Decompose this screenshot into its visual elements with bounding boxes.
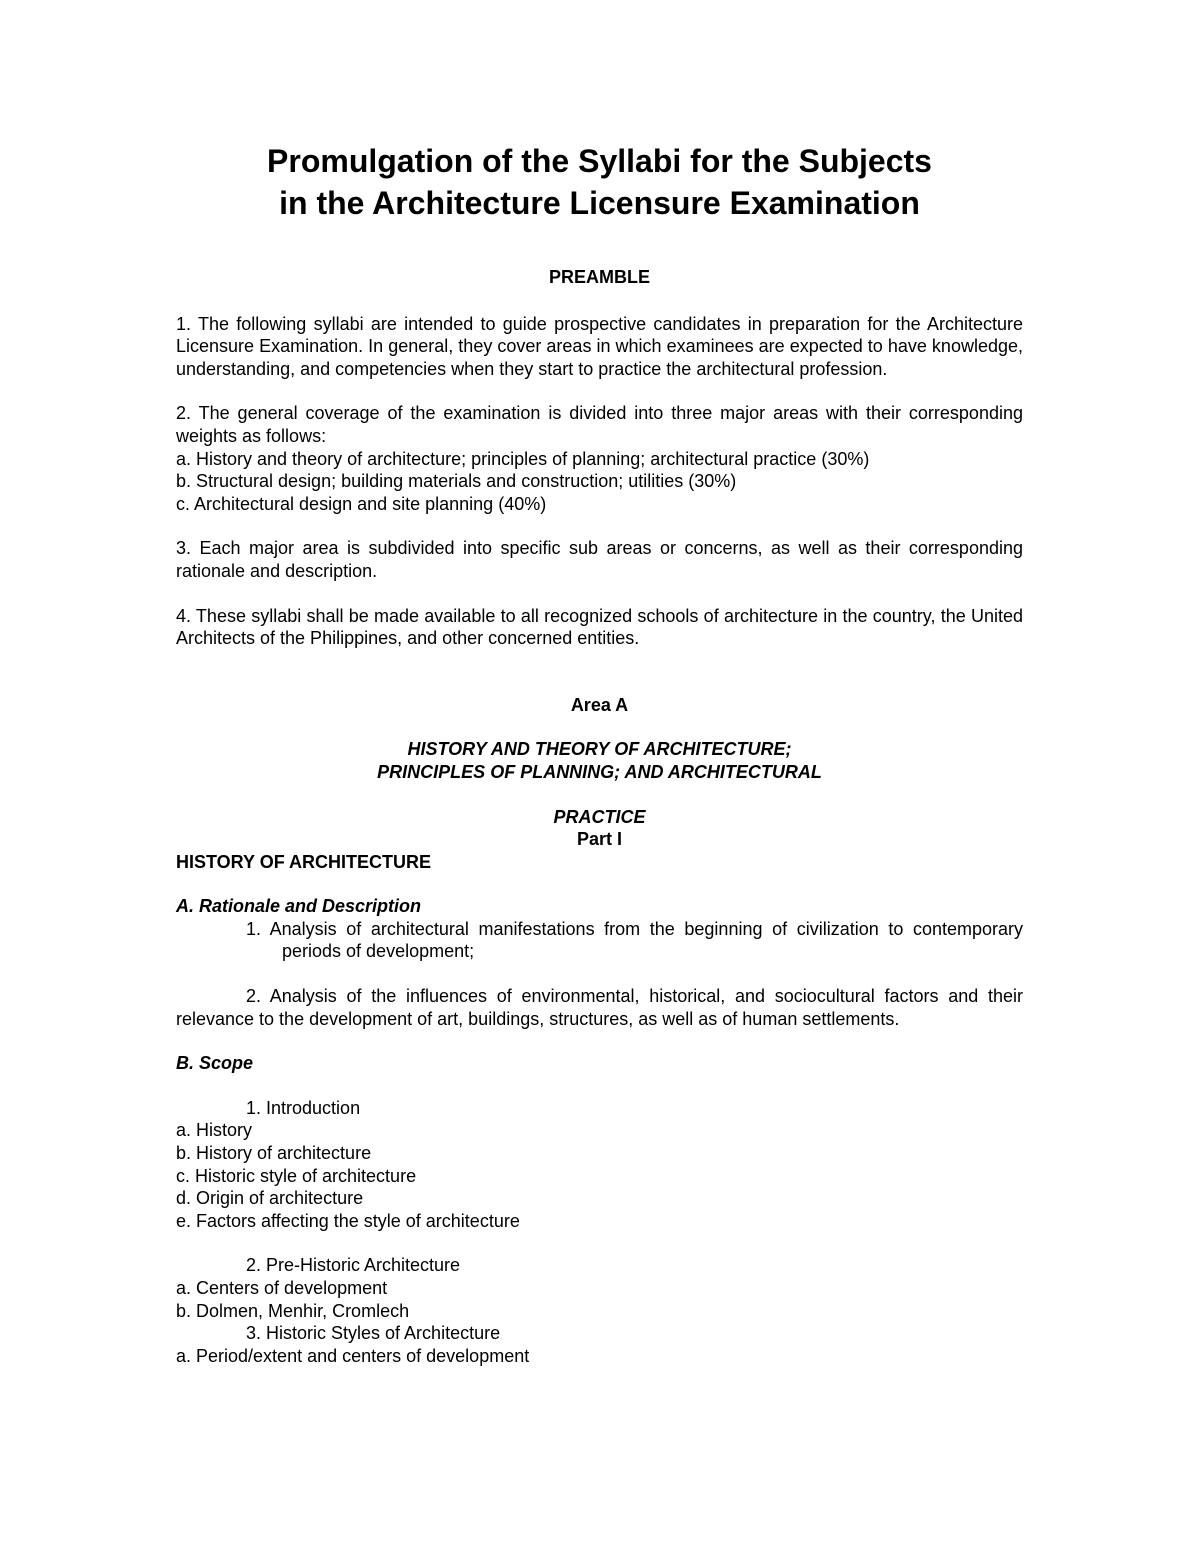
- scope-item: b. History of architecture: [176, 1143, 372, 1164]
- scope-group-prehistoric: [176, 1254, 1023, 1322]
- area-subtitle-line-3: PRACTICE: [553, 806, 646, 827]
- area-subtitle-line-2: PRINCIPLES OF PLANNING; AND ARCHITECTURAL: [377, 761, 822, 782]
- scope-group-label: 3. Historic Styles of Architecture: [246, 1323, 501, 1344]
- scope-item: d. Origin of architecture: [176, 1188, 364, 1209]
- part-label: Part I: [576, 829, 623, 850]
- preamble-paragraph-1: 1. The following syllabi are intended to guide prospective candidates in preparation for the Architecture Licensure Examination. In general, they cover areas in which examinees are expected to have knowledge, understanding, and competencies when they start to practice the architectural profession.: [176, 313, 1023, 379]
- scope-sublist: [176, 1345, 1023, 1368]
- document-title: [176, 140, 1023, 224]
- scope-group-introduction: [176, 1097, 1023, 1233]
- title-line-1: Promulgation of the Syllabi for the Subjects: [267, 143, 932, 179]
- area-heading: Area A: [570, 694, 629, 715]
- scope-group-label: 1. Introduction: [246, 1097, 361, 1118]
- scope-heading: B. Scope: [176, 1053, 254, 1074]
- scope-item: e. Factors affecting the style of architecture: [176, 1210, 520, 1231]
- scope-item: a. Centers of development: [176, 1278, 388, 1298]
- document-content: [176, 140, 1023, 1367]
- scope-sublist: [176, 1119, 1023, 1232]
- scope-item: b. Dolmen, Menhir, Cromlech: [176, 1300, 410, 1321]
- rationale-item-1: 1. Analysis of architectural manifestations from the beginning of civilization to contemporary periods of development;: [246, 918, 1023, 962]
- scope-item: c. Historic style of architecture: [176, 1165, 417, 1186]
- scope-group-historic-styles: [176, 1322, 1023, 1367]
- preamble-paragraph-4: 4. These syllabi shall be made available to all recognized schools of architecture in the country, the United Architects of the Philippines, and other concerned entities.: [176, 605, 1023, 649]
- section-title: HISTORY OF ARCHITECTURE: [176, 851, 432, 872]
- scope-item: a. Period/extent and centers of development: [176, 1345, 530, 1366]
- weights-item: a. History and theory of architecture; principles of planning; architectural practice (30%): [176, 448, 870, 469]
- scope-item: a. History: [176, 1120, 253, 1141]
- preamble-paragraph-3: 3. Each major area is subdivided into specific sub areas or concerns, as well as their corresponding rationale and description.: [176, 538, 1023, 581]
- preamble-heading: PREAMBLE: [548, 267, 650, 287]
- weights-item: c. Architectural design and site planning (40%): [176, 493, 547, 514]
- preamble-paragraph-2: 2. The general coverage of the examination is divided into three major areas with their corresponding weights as follows:: [176, 403, 1023, 446]
- title-line-2: in the Architecture Licensure Examination: [279, 185, 920, 221]
- weights-item: b. Structural design; building materials and construction; utilities (30%): [176, 471, 737, 492]
- rationale-heading: A. Rationale and Description: [176, 896, 422, 917]
- area-subtitle-line-1: HISTORY AND THEORY OF ARCHITECTURE;: [407, 739, 792, 760]
- weights-list: [176, 448, 1023, 516]
- scope-group-label: 2. Pre-Historic Architecture: [246, 1255, 461, 1276]
- rationale-item-2: 2. Analysis of the influences of environmental, historical, and sociocultural factors and their relevance to the development of art, buildings, structures, as well as of human settlements.: [176, 986, 1023, 1029]
- scope-sublist: [176, 1277, 1023, 1322]
